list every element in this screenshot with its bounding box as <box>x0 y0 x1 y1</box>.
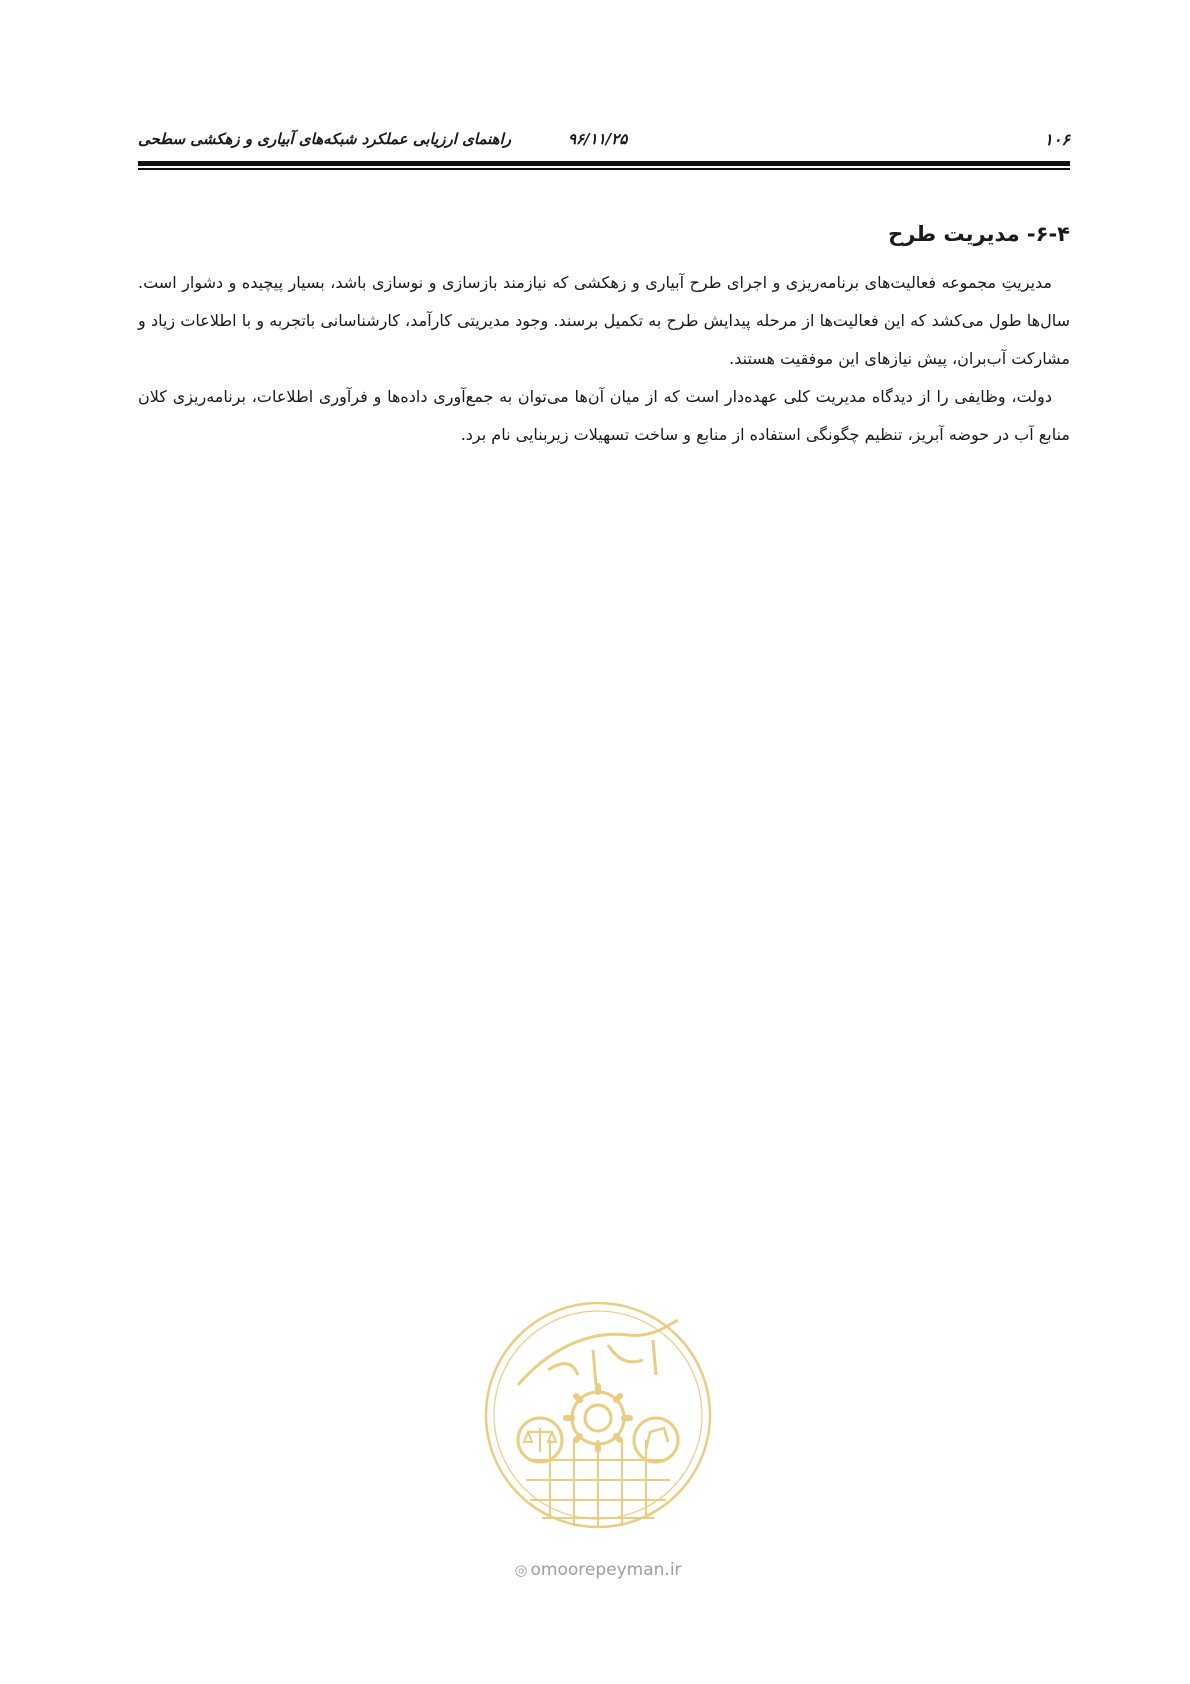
watermark-url <box>478 1560 718 1580</box>
paragraph-2: دولت، وظایفی را از دیدگاه مدیریت کلی عهده‌دار است که از میان آن‌ها می‌توان به جمع‌آوری داده‌ها و فرآوری اطلاعات، برنامه‌ریزی کلان منابع آب در حوضه آبریز، تنظیم چگونگی استفاده از منابع و ساخت تسهیلات زیربنایی نام برد. <box>138 387 1070 444</box>
section-heading: ۶-۴- مدیریت طرح <box>888 222 1070 246</box>
watermark-logo <box>478 1290 718 1550</box>
paragraph-1: مدیریتِ مجموعه فعالیت‌های برنامه‌ریزی و اجرای طرح آبیاری و زهکشی که نیازمند بازسازی و نوسازی باشد، بسیار پیچیده و دشوار است. سال‌ها طول می‌کشد که این فعالیت‌ها از مرحله پیدایش طرح به تکمیل برسند. وجود مدیریتی کارآمد، کارشناسانی باتجربه و با اطلاعات زیاد و مشارکت آب‌بران، پیش نیازهای این موفقیت هستند. <box>138 273 1070 368</box>
header-rule-thick <box>138 161 1070 166</box>
globe-icon: ◎ <box>514 1561 528 1579</box>
header-rule-thin <box>138 168 1070 170</box>
section-content <box>138 210 1070 454</box>
page-header <box>138 128 1070 158</box>
header-title: راهنمای ارزیابی عملکرد شبکه‌های آبیاری و زهکشی سطحی <box>138 130 511 148</box>
watermark-url-text: omoorepeyman.ir <box>530 1560 682 1580</box>
header-date: ۹۶/۱۱/۲۵ <box>568 130 628 148</box>
page-number: ۱۰۶ <box>1044 130 1070 149</box>
